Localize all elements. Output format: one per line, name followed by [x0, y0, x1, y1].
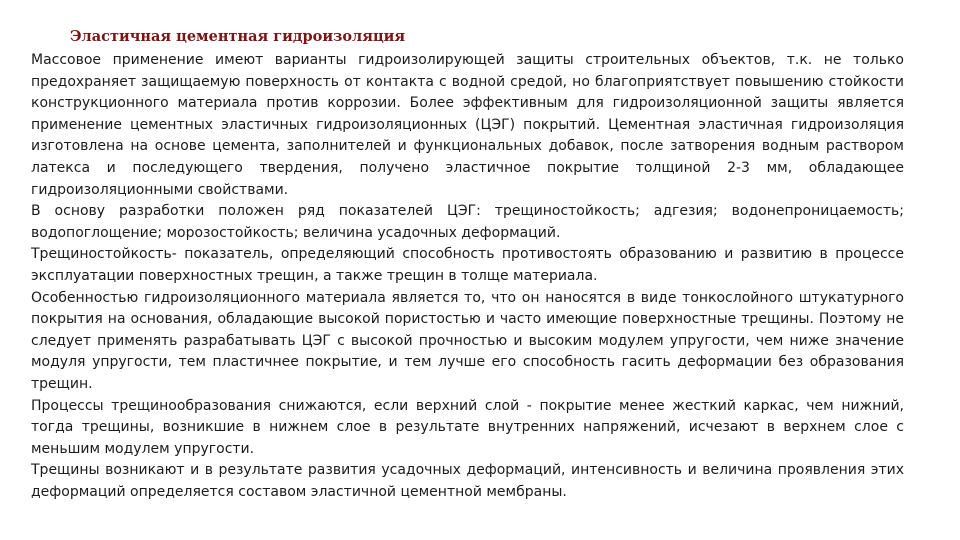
paragraph-crack-resistance: Трещиностойкость- показатель, определяющий способность противостоять образованию и развитию в процессе эксплуатации поверхностных трещин, а также трещин в толще материала. — [31, 246, 904, 284]
slide-body — [31, 50, 904, 503]
paragraph-cracking-processes: Процессы трещинообразования снижаются, если верхний слой - покрытие менее жесткий каркас, чем нижний, тогда трещины, возникшие в нижнем слое в результате внутренних напряжений, исчезают в верхнем слое с меньшим модулем упругости. — [31, 397, 904, 457]
paragraph-indicators: В основу разработки положен ряд показателей ЦЭГ: трещиностойкость; адгезия; водонепроницаемость; водопоглощение; морозостойкость; величина усадочных деформаций. — [31, 203, 904, 241]
paragraph-intro: Массовое применение имеют варианты гидроизолирующей защиты строительных объектов, т.к. не только предохраняет защищаемую поверхность от контакта с водной средой, но благоприятствует повышению стойкости конструкционного материала против коррозии. Более эффективным для гидроизоляционной защиты является применение цементных эластичных гидроизоляционных (ЦЭГ) покрытий. Цементная эластичная гидроизоляция изготовлена на основе цемента, заполнителей и функциональных добавок, после затворения водным раствором латекса и последующего твердения, получено эластичное покрытие толщиной 2-3 мм, обладающее гидроизоляционными свойствами. — [31, 52, 904, 198]
paragraph-shrinkage: Трещины возникают и в результате развития усадочных деформаций, интенсивность и величина проявления этих деформаций определяется составом эластичной цементной мембраны. — [31, 462, 904, 500]
slide-title: Эластичная цементная гидроизоляция — [70, 28, 406, 45]
paragraph-material-feature: Особенностью гидроизоляционного материала является то, что он наносятся в виде тонкослойного штукатурного покрытия на основания, обладающие высокой пористостью и часто имеющие поверхностные трещины. Поэтому не следует применять разрабатывать ЦЭГ с высокой прочностью и высоким модулем упругости, чем ниже значение модуля упругости, тем пластичнее покрытие, и тем лучше его способность гасить деформации без образования трещин. — [31, 289, 904, 392]
